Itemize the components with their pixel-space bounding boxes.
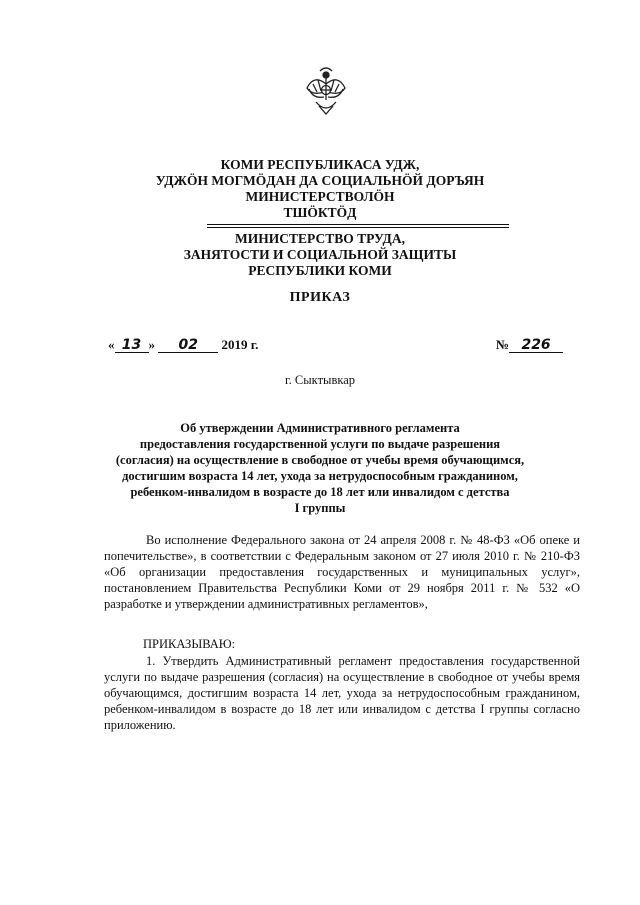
order-date [108,337,258,353]
ministry-header-line: ЗАНЯТОСТИ И СОЦИАЛЬНОЙ ЗАЩИТЫ [183,247,457,262]
title-line: ребенком-инвалидом в возрасте до 18 лет или инвалидом с детства [130,485,510,499]
ministry-header-line: РЕСПУБЛИКИ КОМИ [248,263,392,278]
date-day: 13 [115,338,149,353]
ministry-header [0,231,640,279]
title-line: I группы [294,501,346,515]
title-line: Об утверждении Административного регламента [180,421,460,435]
komi-header-line: МИНИСТЕРСТВОЛӦН [245,189,395,204]
header-divider-top [207,224,509,225]
directive-heading: ПРИКАЗЫВАЮ: [143,637,236,651]
komi-header-line: КОМИ РЕСПУБЛИКАСА УДЖ, [220,157,420,172]
date-close-quote: » [148,337,155,352]
ministry-header-line: МИНИСТЕРСТВО ТРУДА, [235,231,405,246]
komi-header-line: ТШӦКТӦД [283,205,357,220]
date-open-quote: « [108,337,115,352]
title-line: достигшим возраста 14 лет, ухода за нетрудоспособным гражданином, [122,469,518,483]
item-1-paragraph: 1. Утвердить Административный регламент предоставления государственной услуги по выдаче разрешения (согласия) на осуществление в свободное от учебы время обучающимся, достигшим возраста 14 лет, ухода за нетрудоспособным гражданином, ребенком-инвалидом в возрасте до 18 лет или инвалидом с детства I группы согласно приложению. [104,654,580,732]
number-label: № [496,337,510,352]
order-number [496,337,563,353]
title-line: (согласия) на осуществление в свободное от учебы время обучающимся, [115,453,525,467]
komi-header-line: УДЖӦН МОГМӦДАН ДА СОЦИАЛЬНӦЙ ДОРЪЯН [155,173,485,188]
date-year: 2019 г. [221,337,259,352]
header-divider-bottom [207,227,509,228]
komi-header [0,157,640,221]
title-line: предоставления государственной услуги по выдаче разрешения [139,437,501,451]
komi-emblem-icon [304,62,348,118]
order-title [0,420,640,516]
number-value: 226 [509,338,563,353]
date-month: 02 [158,338,218,353]
city: г. Сыктывкар [284,373,356,387]
document-type: ПРИКАЗ [289,290,351,305]
preamble-paragraph: Во исполнение Федерального закона от 24 апреля 2008 г. № 48-ФЗ «Об опеке и попечительстве», в соответствии с Федеральным законом от 27 июля 2010 г. № 210-ФЗ «Об организации предоставления государственных и муниципальных услуг», постановлением Правительства Республики Коми от 29 ноября 2011 г. № 532 «О разработке и утверждении административных регламентов», [104,533,580,611]
